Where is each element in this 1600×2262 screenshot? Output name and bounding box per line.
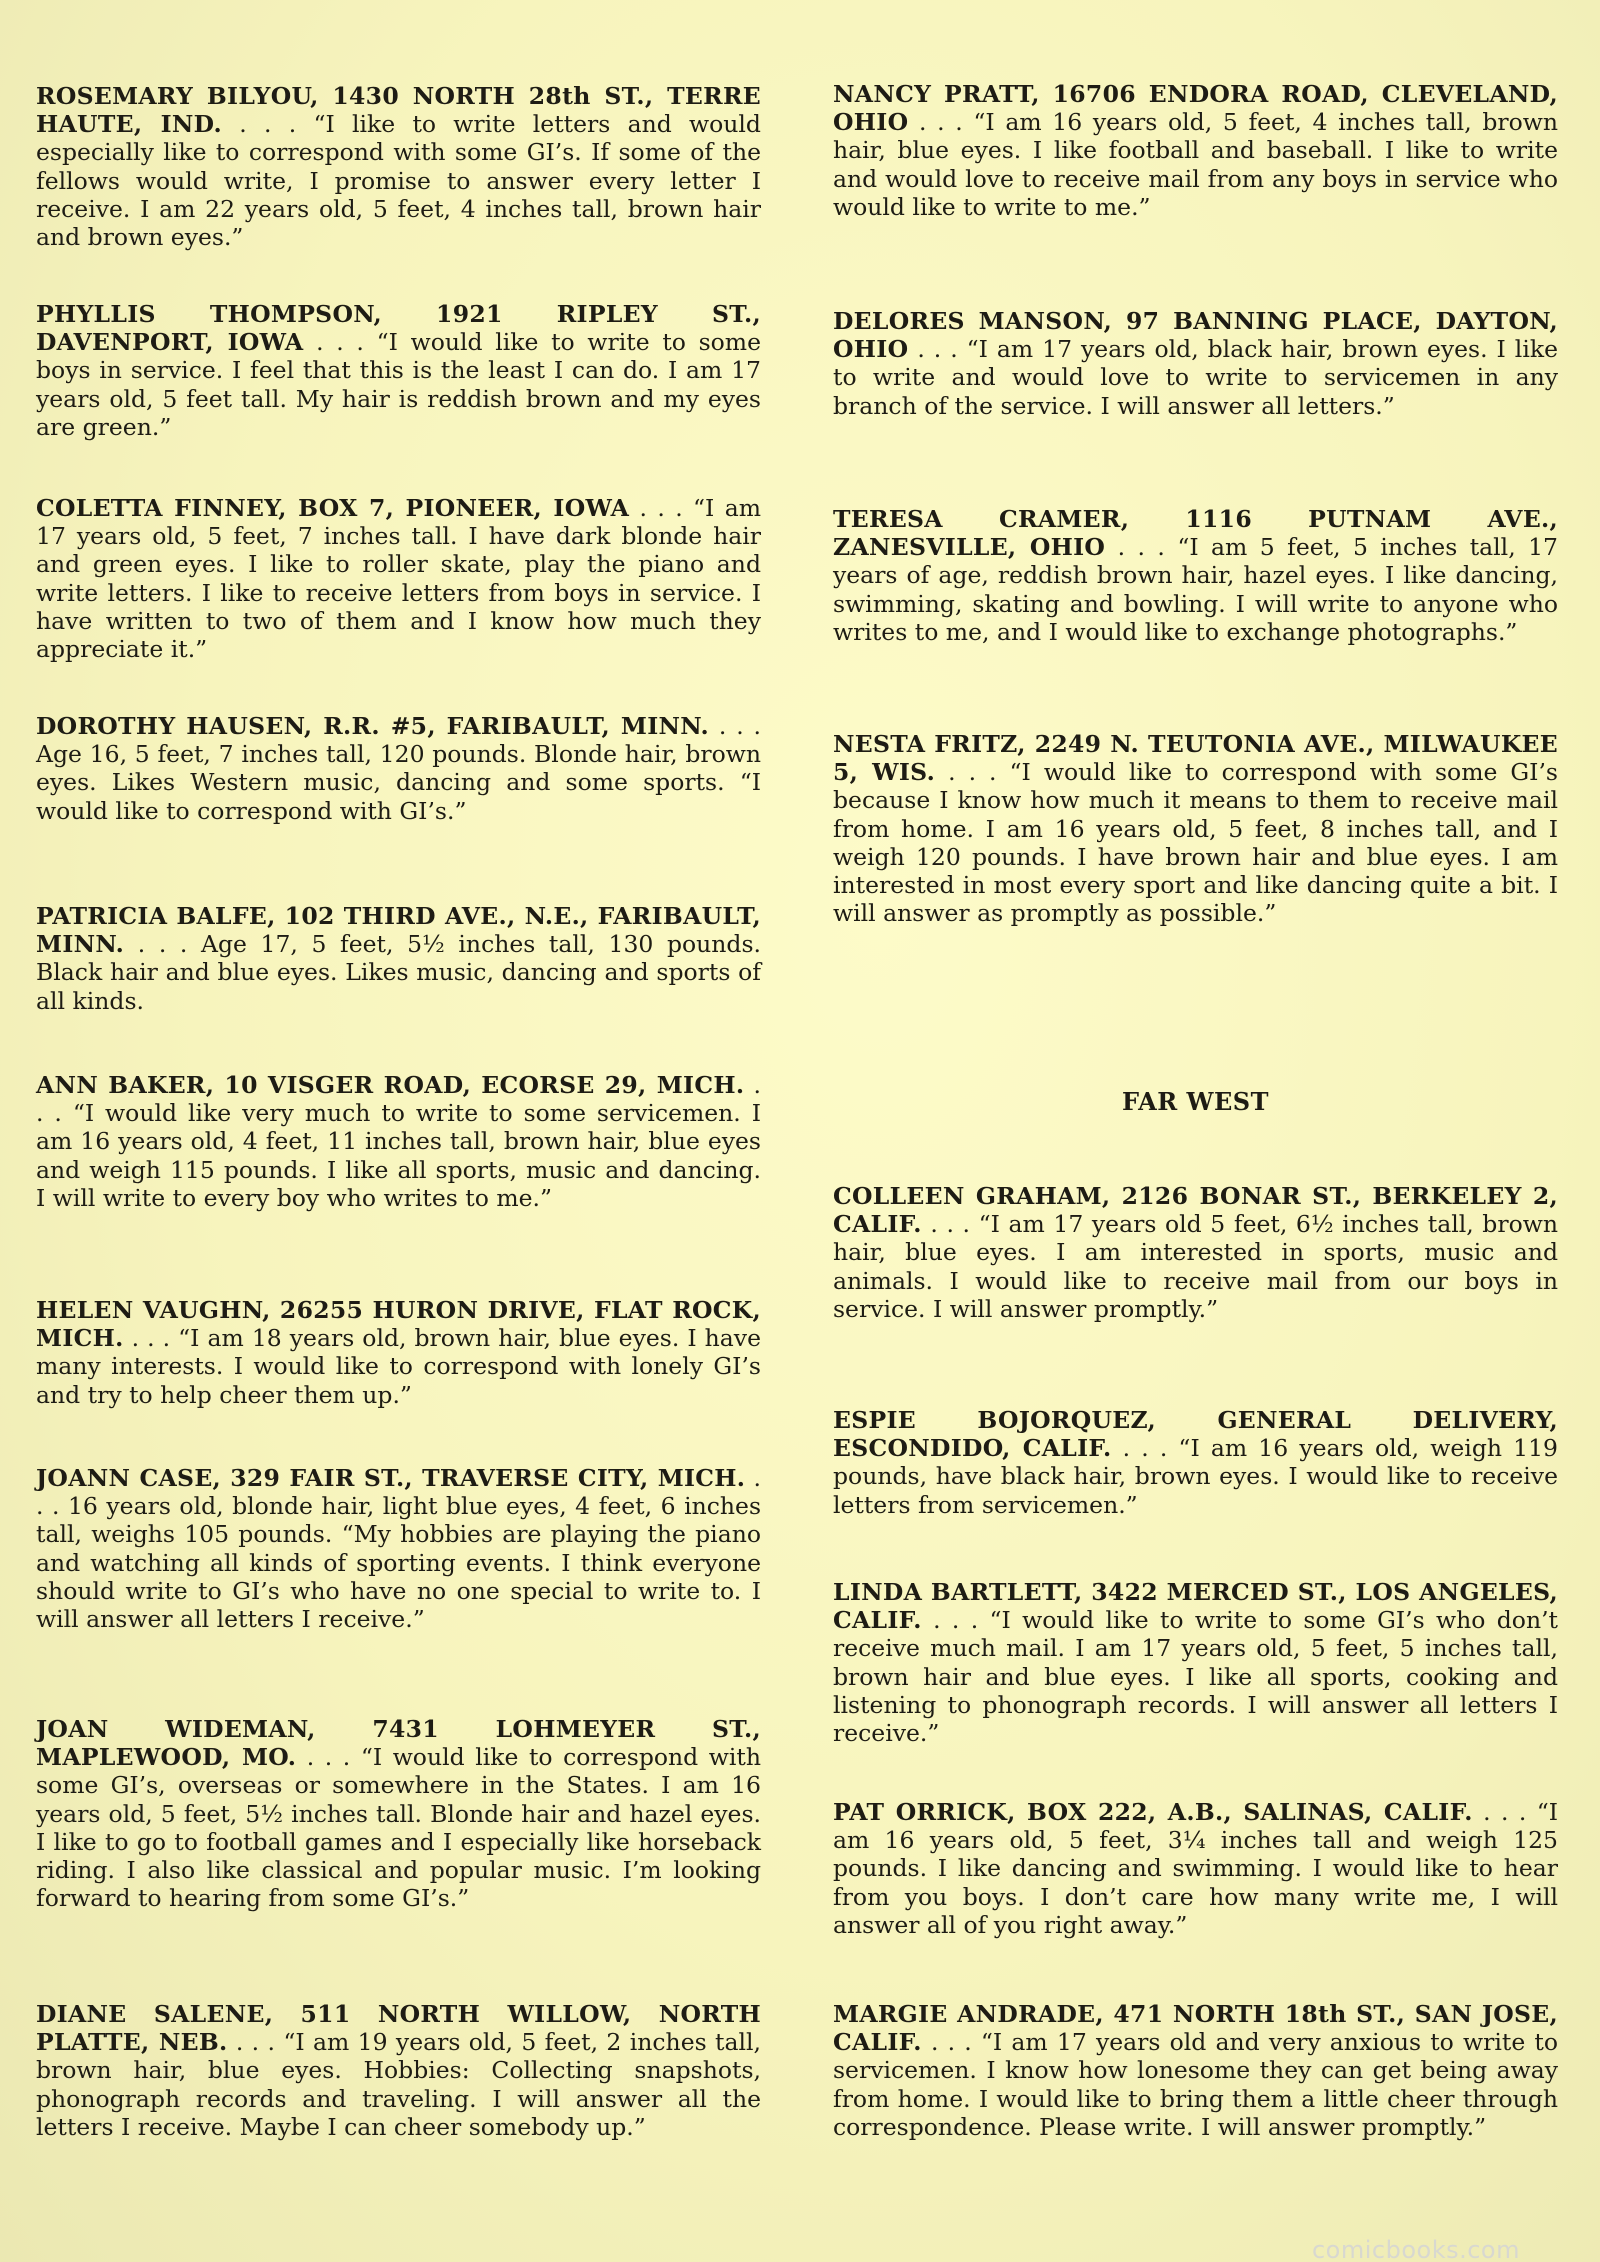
- pen-pal-entry: [833, 307, 1558, 420]
- entry-name-address: ROSEMARY BILYOU, 1430 NORTH 28th ST., TERRE HAUTE, IND.: [36, 82, 761, 139]
- entry-text: . . . “I would like to write to some boys in service. I feel that this is the least I can do. I am 17 years old, 5 feet tall. My hair is reddish brown and my eyes are green.”: [36, 328, 762, 441]
- pen-pal-entry: [36, 902, 761, 1015]
- entry-name-address: NANCY PRATT, 16706 ENDORA ROAD, CLEVELAND, OHIO: [833, 80, 1558, 137]
- entry-text: . . . “I am 5 feet, 5 inches tall, 17 years of age, reddish brown hair, hazel eyes. I like dancing, swimming, skating and bowling. I will write to anyone who writes to me, and I would like to exchange photographs.”: [833, 533, 1558, 646]
- entry-text: . . . “I would like to correspond with some GI’s, overseas or somewhere in the States. I am 16 years old, 5 feet, 5½ inches tall. Blonde hair and hazel eyes. I like to go to football games and I especially like horseback riding. I also like classical and popular music. I’m looking forward to hearing from some GI’s.”: [36, 1743, 761, 1913]
- pen-pal-entry: [833, 505, 1558, 646]
- pen-pal-entry: [36, 1464, 761, 1633]
- pen-pal-entry: [833, 2000, 1558, 2141]
- entry-text: . . . “I am 19 years old, 5 feet, 2 inches tall, brown hair, blue eyes. Hobbies: Collecting snapshots, phonograph records and traveling. I will answer all the letters I receive. Maybe I can cheer somebody up.”: [36, 2028, 761, 2141]
- entry-name-address: ESPIE BOJORQUEZ, GENERAL DELIVERY, ESCONDIDO, CALIF.: [833, 1406, 1558, 1463]
- entry-text: . . . “I am 16 years old, 5 feet, 3¼ inches tall and weigh 125 pounds. I like dancing and swimming. I would like to hear from you boys. I don’t care how many write me, I will answer all of you right away.”: [833, 1798, 1558, 1939]
- entry-name-address: TERESA CRAMER, 1116 PUTNAM AVE., ZANESVILLE, OHIO: [833, 505, 1558, 562]
- entry-text: . . . Age 17, 5 feet, 5½ inches tall, 130 pounds. Black hair and blue eyes. Likes music, dancing and sports of all kinds.: [36, 930, 761, 1015]
- pen-pal-entry: [36, 82, 761, 251]
- entry-text: . . . “I am 18 years old, brown hair, blue eyes. I have many interests. I would like to correspond with lonely GI’s and try to help cheer them up.”: [36, 1324, 761, 1409]
- entry-text: . . . “I am 17 years old 5 feet, 6½ inches tall, brown hair, blue eyes. I am interested in sports, music and animals. I would like to receive mail from our boys in service. I will answer promptly.”: [833, 1210, 1558, 1323]
- entry-name-address: JOAN WIDEMAN, 7431 LOHMEYER ST., MAPLEWOOD, MO.: [36, 1715, 761, 1772]
- pen-pal-entry: [36, 494, 761, 663]
- entry-name-address: DELORES MANSON, 97 BANNING PLACE, DAYTON, OHIO: [833, 307, 1558, 364]
- watermark-text: comicbooks.com: [1311, 2236, 1520, 2262]
- entry-text: . . . “I am 16 years old, weigh 119 pounds, have black hair, brown eyes. I would like to receive letters from servicemen.”: [833, 1434, 1558, 1519]
- entry-text: . . . “I am 17 years old and very anxious to write to servicemen. I know how lonesome they can get being away from home. I would like to bring them a little cheer through correspondence. Please write. I will answer promptly.”: [833, 2028, 1558, 2141]
- pen-pal-entry: [36, 1715, 761, 1912]
- pen-pal-entry: [833, 1578, 1558, 1747]
- entry-text: . . . “I am 17 years old, 5 feet, 7 inches tall. I have dark blonde hair and green eyes. I like to roller skate, play the piano and write letters. I like to receive letters from boys in service. I have written to two of them and I know how much they appreciate it.”: [36, 494, 761, 664]
- pen-pal-entry: [833, 1798, 1558, 1939]
- pen-pal-entry: [36, 1071, 761, 1212]
- entry-name-address: DOROTHY HAUSEN, R.R. #5, FARIBAULT, MINN.: [36, 712, 710, 740]
- entry-text: . . . “I would like very much to write to some servicemen. I am 16 years old, 4 feet, 11 inches tall, brown hair, blue eyes and weigh 115 pounds. I like all sports, music and dancing. I will write to every boy who writes to me.”: [36, 1071, 761, 1212]
- pen-pal-entry: [833, 80, 1558, 221]
- section-heading-far-west: FAR WEST: [1122, 1087, 1269, 1116]
- entry-text: . . . “I would like to write to some GI’s who don’t receive much mail. I am 17 years old, 5 feet, 5 inches tall, brown hair and blue eyes. I like all sports, cooking and listening to phonograph records. I will answer all letters I receive.”: [833, 1606, 1558, 1748]
- pen-pal-entry: [36, 300, 761, 441]
- pen-pal-entry: [833, 1182, 1558, 1323]
- entry-name-address: ANN BAKER, 10 VISGER ROAD, ECORSE 29, MICH.: [36, 1071, 745, 1099]
- entry-text: . . . Age 16, 5 feet, 7 inches tall, 120 pounds. Blonde hair, brown eyes. Likes Western music, dancing and some sports. “I would like to correspond with GI’s.”: [36, 712, 761, 825]
- entry-name-address: NESTA FRITZ, 2249 N. TEUTONIA AVE., MILWAUKEE 5, WIS.: [833, 730, 1558, 787]
- entry-text: . . . “I would like to correspond with some GI’s because I know how much it means to them to receive mail from home. I am 16 years old, 5 feet, 8 inches tall, and I weigh 120 pounds. I have brown hair and blue eyes. I am interested in most every sport and like dancing quite a bit. I will answer as promptly as possible.”: [833, 758, 1558, 928]
- pen-pal-entry: [36, 712, 761, 825]
- entry-name-address: PAT ORRICK, BOX 222, A.B., SALINAS, CALIF.: [833, 1798, 1473, 1826]
- entry-name-address: LINDA BARTLETT, 3422 MERCED ST., LOS ANGELES, CALIF.: [833, 1578, 1558, 1635]
- pen-pal-entry: [36, 1296, 761, 1409]
- entry-text: . . . “I am 16 years old, 5 feet, 4 inches tall, brown hair, blue eyes. I like football and baseball. I like to write and would love to receive mail from any boys in service who would like to write to me.”: [833, 108, 1558, 221]
- entry-text: . . . “I am 17 years old, black hair, brown eyes. I like to write and would love to write to servicemen in any branch of the service. I will answer all letters.”: [833, 335, 1558, 420]
- entry-text: . . . “I like to write letters and would especially like to correspond with some GI’s. If some of the fellows would write, I promise to answer every letter I receive. I am 22 years old, 5 feet, 4 inches tall, brown hair and brown eyes.”: [36, 110, 761, 252]
- entry-text: . . . 16 years old, blonde hair, light blue eyes, 4 feet, 6 inches tall, weighs 105 pounds. “My hobbies are playing the piano and watching all kinds of sporting events. I think everyone should write to GI’s who have no one special to write to. I will answer all letters I receive.”: [36, 1464, 761, 1634]
- entry-name-address: JOANN CASE, 329 FAIR ST., TRAVERSE CITY, MICH.: [36, 1464, 746, 1492]
- entry-name-address: PHYLLIS THOMPSON, 1921 RIPLEY ST., DAVENPORT, IOWA: [36, 300, 761, 357]
- entry-name-address: COLETTA FINNEY, BOX 7, PIONEER, IOWA: [36, 494, 630, 522]
- entry-name-address: DIANE SALENE, 511 NORTH WILLOW, NORTH PLATTE, NEB.: [36, 2000, 761, 2057]
- entry-name-address: COLLEEN GRAHAM, 2126 BONAR ST., BERKELEY 2, CALIF.: [833, 1182, 1558, 1239]
- entry-name-address: HELEN VAUGHN, 26255 HURON DRIVE, FLAT ROCK, MICH.: [36, 1296, 761, 1353]
- pen-pal-entry: [36, 2000, 761, 2141]
- entry-name-address: PATRICIA BALFE, 102 THIRD AVE., N.E., FARIBAULT, MINN.: [36, 902, 761, 959]
- entry-name-address: MARGIE ANDRADE, 471 NORTH 18th ST., SAN JOSE, CALIF.: [833, 2000, 1558, 2057]
- pen-pal-entry: [833, 1406, 1558, 1519]
- pen-pal-entry: [833, 730, 1558, 927]
